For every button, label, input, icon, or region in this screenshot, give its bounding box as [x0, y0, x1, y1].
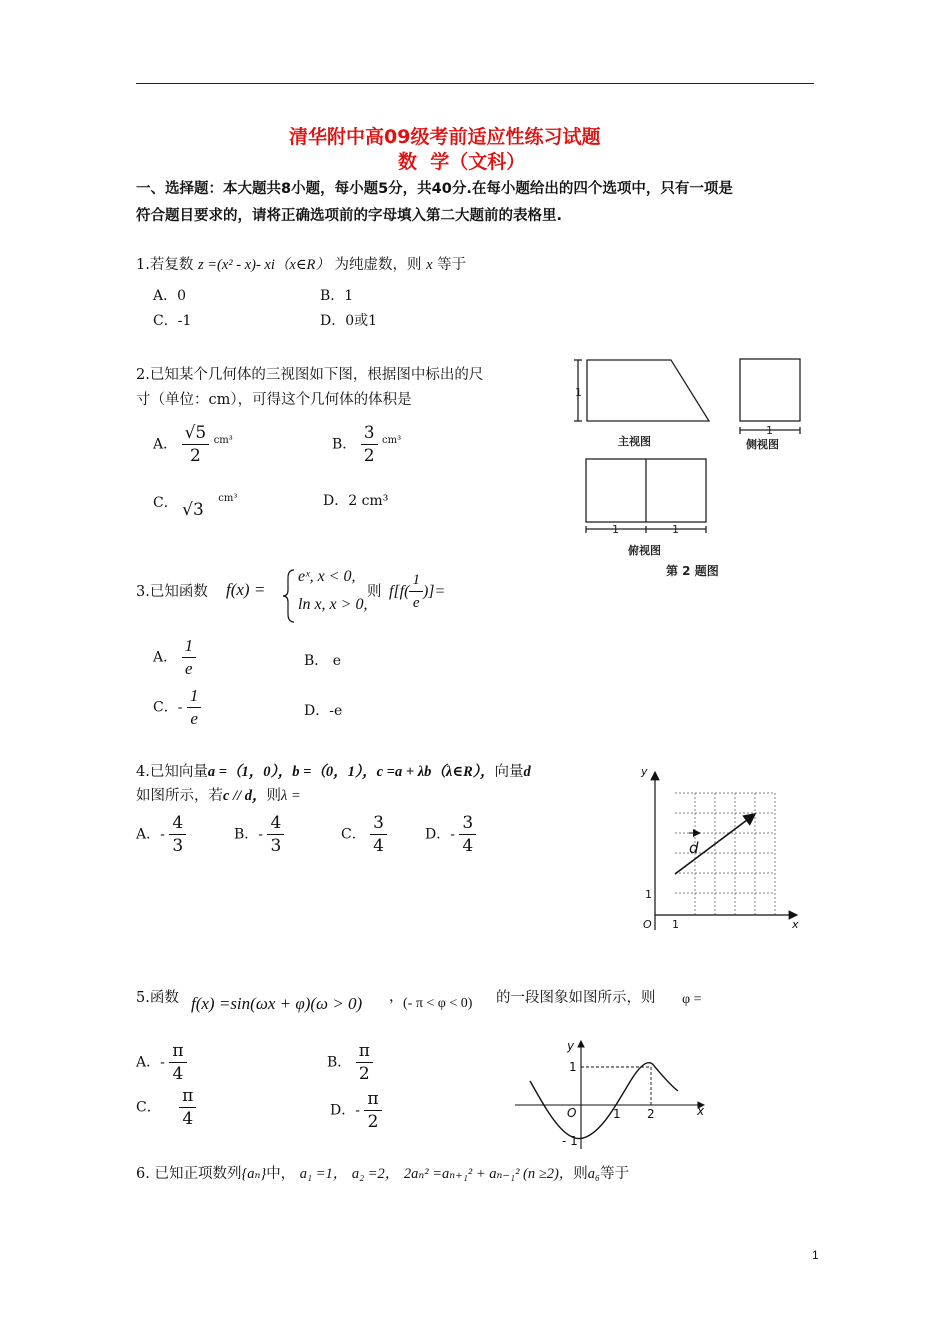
- front-view-label: 主视图: [618, 435, 651, 448]
- q6-post: 则: [573, 1166, 588, 1182]
- q5-range: (- π < φ < 0): [403, 996, 473, 1011]
- front-view-shape: [587, 360, 709, 421]
- q5-c-den: 4: [182, 1109, 194, 1129]
- q2-option-c: [153, 492, 237, 520]
- q4-a-frac: [169, 812, 186, 857]
- q5-c-label: C．: [136, 1099, 161, 1116]
- q2-option-b: [332, 422, 401, 467]
- q4-a-label: A．: [136, 826, 161, 843]
- q2-c-unit: cm³: [218, 493, 238, 505]
- q5-y-label: y: [567, 1039, 575, 1053]
- question-2-line2: 寸（单位：cm），可得这个几何体的体积是: [136, 392, 412, 408]
- q3-query-frac: [409, 569, 423, 614]
- sine-graph: [510, 1037, 715, 1152]
- q4-c-num: 3: [370, 812, 387, 835]
- q3-option-c-sign: -: [177, 699, 183, 716]
- q4-tick-x: 1: [672, 918, 679, 931]
- q4-mid: 向量: [494, 764, 524, 780]
- section-heading: 一、选择题：本大题共8小题，每小题5分，共40分.在每小题给出的四个选项中，只有一项是: [136, 181, 733, 197]
- q3-brace: [282, 568, 296, 624]
- q4-y-label: y: [641, 765, 648, 778]
- q5-b-num: π: [356, 1040, 373, 1063]
- q5-c-frac: [179, 1085, 196, 1130]
- q4-option-b: [234, 812, 314, 857]
- q2-option-a: [153, 422, 233, 467]
- q4-pre: 4.已知向量: [136, 764, 208, 780]
- q1-option-b: B．1: [320, 288, 354, 304]
- q5-d-den: 2: [367, 1112, 379, 1132]
- q1-option-c: C．-1: [153, 313, 192, 329]
- q4-b-label: B．: [234, 826, 259, 843]
- q5-b-den: 2: [358, 1064, 370, 1084]
- q4-vec-b: b =（0，1），: [292, 764, 377, 780]
- q5-a-den: 4: [172, 1064, 184, 1084]
- q4-a-den: 3: [172, 836, 184, 856]
- q3-c-num: 1: [187, 685, 202, 708]
- q5-d-num: π: [364, 1088, 381, 1111]
- q3-case2: ln x, x > 0,: [298, 596, 368, 613]
- question-1: [136, 253, 466, 274]
- question-2-line1: 2.已知某个几何体的三视图如下图，根据图中标出的尺: [136, 367, 484, 383]
- side-view-shape: [740, 359, 800, 421]
- q4-d-sign: -: [450, 826, 455, 843]
- q3-option-a: [153, 635, 196, 680]
- q6-a1: a₁ =1，: [299, 1166, 348, 1182]
- q4-b-num: 4: [267, 812, 284, 835]
- q3-option-a-frac: [182, 635, 197, 680]
- q1-var: x: [426, 257, 433, 273]
- q1-pre: 1.若复数: [136, 257, 194, 273]
- q1-option-d: D．0或1: [320, 313, 378, 329]
- q3-fx: f(x) =: [226, 580, 266, 599]
- q2-a-den: 2: [189, 446, 201, 466]
- q5-y-bottom: - 1: [562, 1134, 578, 1148]
- q2-a-num: √5: [182, 422, 210, 445]
- q6-a6: a₆: [587, 1166, 601, 1182]
- q3-then: 则: [367, 584, 382, 600]
- question-4-line2: [136, 784, 301, 805]
- q6-post2: 等于: [600, 1166, 630, 1182]
- vector-graph: [625, 760, 810, 935]
- q5-b-label: B．: [327, 1054, 352, 1071]
- q3-a-den: e: [185, 659, 193, 678]
- q4-origin-label: O: [643, 918, 652, 931]
- q1-post: 为纯虚数，则: [334, 257, 422, 273]
- q3-option-c-frac: [187, 685, 202, 730]
- q4-vector-label: d: [689, 839, 699, 857]
- q5-a-label: A．: [136, 1054, 161, 1071]
- q5-option-a: [136, 1040, 187, 1085]
- q4-vec-d: d: [523, 764, 531, 780]
- q4-vec-a: a =（1，0），: [207, 764, 293, 780]
- q2-option-a-label: A．: [153, 436, 178, 453]
- question-5: 5.函数: [136, 990, 179, 1006]
- q5-option-c: [136, 1085, 196, 1130]
- q2-a-unit: cm³: [213, 434, 233, 446]
- q3-c-den: e: [190, 709, 198, 728]
- question-4: [136, 760, 531, 781]
- q6-rec: 2aₙ² =aₙ₊₁² + aₙ₋₁² (n ≥2)，: [403, 1166, 574, 1182]
- q5-phi: φ =: [682, 992, 702, 1007]
- page-title: 清华附中高09级考前适应性练习试题: [289, 126, 601, 148]
- q5-option-d: [330, 1088, 382, 1133]
- q3-option-a-label: A．: [153, 649, 178, 666]
- q3-query: [389, 569, 445, 614]
- q5-formula: f(x) =sin(ωx + φ)(ω > 0): [191, 994, 363, 1013]
- q3-query-pre: f[f(: [389, 583, 410, 600]
- q4-c-frac: [370, 812, 387, 857]
- q2-option-c-label: C．: [153, 495, 178, 511]
- side-view-label: 侧视图: [746, 438, 779, 451]
- q3-option-b: B． e: [304, 653, 342, 669]
- q4-tick-y: 1: [645, 888, 652, 901]
- q4-then: 则: [266, 788, 281, 804]
- q5-post: 的一段图象如图所示，则: [496, 990, 656, 1006]
- q6-pre: 6. 已知正项数列: [136, 1166, 242, 1182]
- q4-d-label: D．: [425, 826, 451, 843]
- q5-tick-1: 1: [613, 1107, 621, 1121]
- q3-query-post: )]=: [422, 583, 446, 600]
- header-rule: [136, 83, 814, 84]
- q4-a-sign: -: [160, 826, 165, 843]
- q2-b-unit: cm³: [382, 434, 402, 446]
- q3-query-den: e: [412, 595, 420, 611]
- q2-option-d: D．2 cm³: [323, 493, 389, 509]
- q2-b-den: 2: [363, 446, 375, 466]
- side-dim-label: 1: [766, 424, 773, 437]
- q1-formula: z =(x² - x)- xi（x∈R）: [197, 257, 330, 273]
- q5-origin: O: [567, 1106, 577, 1120]
- question-6: [136, 1162, 629, 1183]
- q5-y-top: 1: [569, 1060, 577, 1074]
- q5-x-label: x: [697, 1104, 705, 1118]
- q4-vec-c: c =a + λb（λ∈R），: [376, 764, 495, 780]
- three-view-figure: [570, 352, 810, 584]
- figure-caption: 第 2 题图: [666, 564, 719, 578]
- sine-curve: [530, 1063, 678, 1139]
- q2-option-b-frac: [361, 422, 378, 467]
- q5-d-label: D．: [330, 1102, 356, 1119]
- q2-option-b-label: B．: [332, 436, 357, 453]
- q6-a2: a₂ =2，: [351, 1166, 400, 1182]
- q5-d-frac: [364, 1088, 381, 1133]
- q5-a-sign: -: [160, 1054, 165, 1071]
- q4-option-d: [425, 812, 505, 857]
- top-dim-label-right: 1: [672, 523, 679, 536]
- q1-post2: 等于: [437, 257, 467, 273]
- q3-option-d: D．-e: [304, 703, 343, 719]
- q5-b-frac: [356, 1040, 373, 1085]
- q5-option-b: [327, 1040, 373, 1085]
- q3-query-num: 1: [409, 569, 423, 592]
- q4-d-num: 3: [459, 812, 476, 835]
- top-view-label: 俯视图: [628, 544, 661, 557]
- top-dim-label-left: 1: [612, 523, 619, 536]
- q4-lam: λ =: [281, 788, 301, 804]
- question-3: 3.已知函数: [136, 584, 208, 600]
- q4-option-a: [136, 812, 216, 857]
- q4-b-sign: -: [258, 826, 264, 843]
- q3-option-c: [153, 685, 201, 730]
- q5-tick-2: 2: [647, 1107, 655, 1121]
- q6-mid: 中，: [266, 1166, 296, 1182]
- q4-d-den: 4: [462, 836, 474, 856]
- q4-a-num: 4: [169, 812, 186, 835]
- q3-a-num: 1: [182, 635, 197, 658]
- q5-d-sign: -: [355, 1102, 360, 1119]
- q4-option-c: [341, 812, 421, 857]
- q4-x-label: x: [792, 918, 799, 931]
- q5-c-num: π: [179, 1085, 196, 1108]
- page-number: 1: [812, 1248, 819, 1262]
- q6-seq: {aₙ}: [241, 1166, 267, 1182]
- q5-comma: ，: [389, 989, 404, 1005]
- q1-option-a: A．0: [153, 288, 187, 304]
- q4-cond: c // d，: [223, 788, 267, 804]
- q4-c-den: 4: [373, 836, 384, 856]
- q4-line2: 如图所示，若: [136, 788, 223, 804]
- q3-case1: eˣ, x < 0,: [298, 568, 356, 585]
- q4-c-label: C．: [341, 826, 366, 843]
- q3-option-c-label: C．: [153, 699, 178, 716]
- front-dim-label: 1: [575, 386, 582, 399]
- q5-a-frac: [169, 1040, 186, 1085]
- page-subtitle: 数 学（文科）: [398, 151, 526, 173]
- q4-b-frac: [267, 812, 284, 857]
- q2-option-a-frac: [182, 422, 210, 467]
- q4-d-frac: [459, 812, 476, 857]
- q4-b-den: 3: [270, 836, 282, 856]
- q2-b-num: 3: [361, 422, 378, 445]
- section-heading-line2: 符合题目要求的，请将正确选项前的字母填入第二大题前的表格里.: [136, 208, 563, 224]
- q5-a-num: π: [169, 1040, 186, 1063]
- q2-option-c-val: √3: [182, 500, 204, 520]
